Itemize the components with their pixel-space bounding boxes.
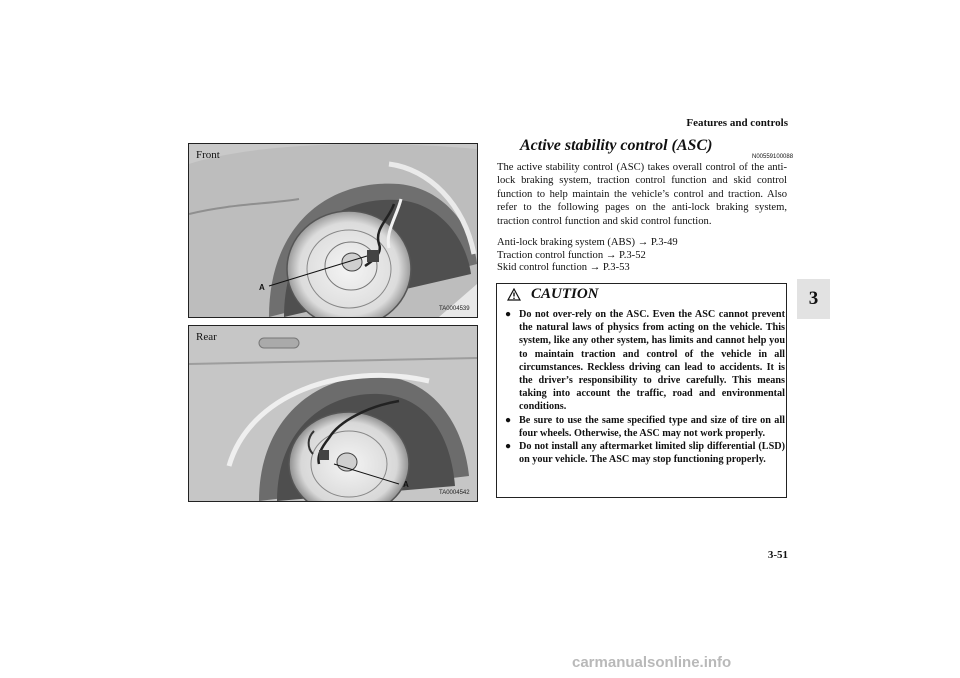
caution-item: [505, 440, 785, 466]
caution-box: [496, 283, 787, 498]
caution-item-text: Be sure to use the same specified type and size of tire on all four wheels. Otherwise, the ASC may not work properly.: [519, 414, 785, 439]
front-wheel-illustration: [189, 144, 477, 317]
caution-item: [505, 308, 785, 414]
section-title: Active stability control (ASC): [520, 137, 713, 154]
rear-wheel-illustration: [189, 326, 477, 501]
rear-figure-label: Rear: [196, 331, 217, 343]
section-body: The active stability control (ASC) takes overall control of the anti-lock braking system, traction control function and skid control function to help maintain the vehicle’s control and traction. Also refer to the following pages on the anti-lock braking system, traction control function and skid control function.: [497, 162, 787, 227]
caution-title: CAUTION: [531, 286, 599, 302]
front-wheel-figure: [188, 143, 478, 318]
reference-list: [497, 237, 787, 275]
rear-wheel-figure: [188, 325, 478, 502]
bullet-icon: ●: [505, 309, 512, 320]
rear-callout-a: A: [403, 480, 409, 489]
caution-header: [507, 286, 599, 303]
front-figure-code: TA0004539: [439, 306, 470, 312]
reference-abs: Anti-lock braking system (ABS) → P.3-49: [497, 237, 678, 248]
front-callout-a: A: [259, 283, 265, 292]
watermark: carmanualsonline.info: [572, 654, 732, 671]
front-figure-label: Front: [196, 149, 220, 161]
caution-item-text: Do not install any aftermarket limited slip differential (LSD) on your vehicle. The ASC may stop functioning properly.: [519, 441, 785, 466]
caution-list: [505, 308, 785, 466]
reference-traction-control: Traction control function → P.3-52: [497, 249, 646, 261]
rear-figure-code: TA0004542: [439, 490, 470, 496]
page-number: 3-51: [767, 549, 788, 561]
section-code: N00559100088: [752, 154, 794, 160]
caution-item: [505, 414, 785, 440]
reference-skid-control: Skid control function → P.3-53: [497, 262, 630, 274]
chapter-tab: 3: [797, 279, 830, 319]
running-header: Features and controls: [686, 117, 788, 129]
bullet-icon: ●: [505, 414, 512, 426]
warning-triangle-icon: [507, 288, 521, 301]
bullet-icon: ●: [505, 441, 512, 453]
caution-item-text: Do not over-rely on the ASC. Even the ASC cannot prevent the natural laws of physics from acting on the vehicle. This system, like any other system, has limits and cannot help you to maintain traction and control of the vehicle in all circumstances. Reckless driving can lead to accidents. It is the driver’s responsibility to drive carefully. This means taking into account the traffic, road and environmental conditions.: [519, 309, 785, 413]
